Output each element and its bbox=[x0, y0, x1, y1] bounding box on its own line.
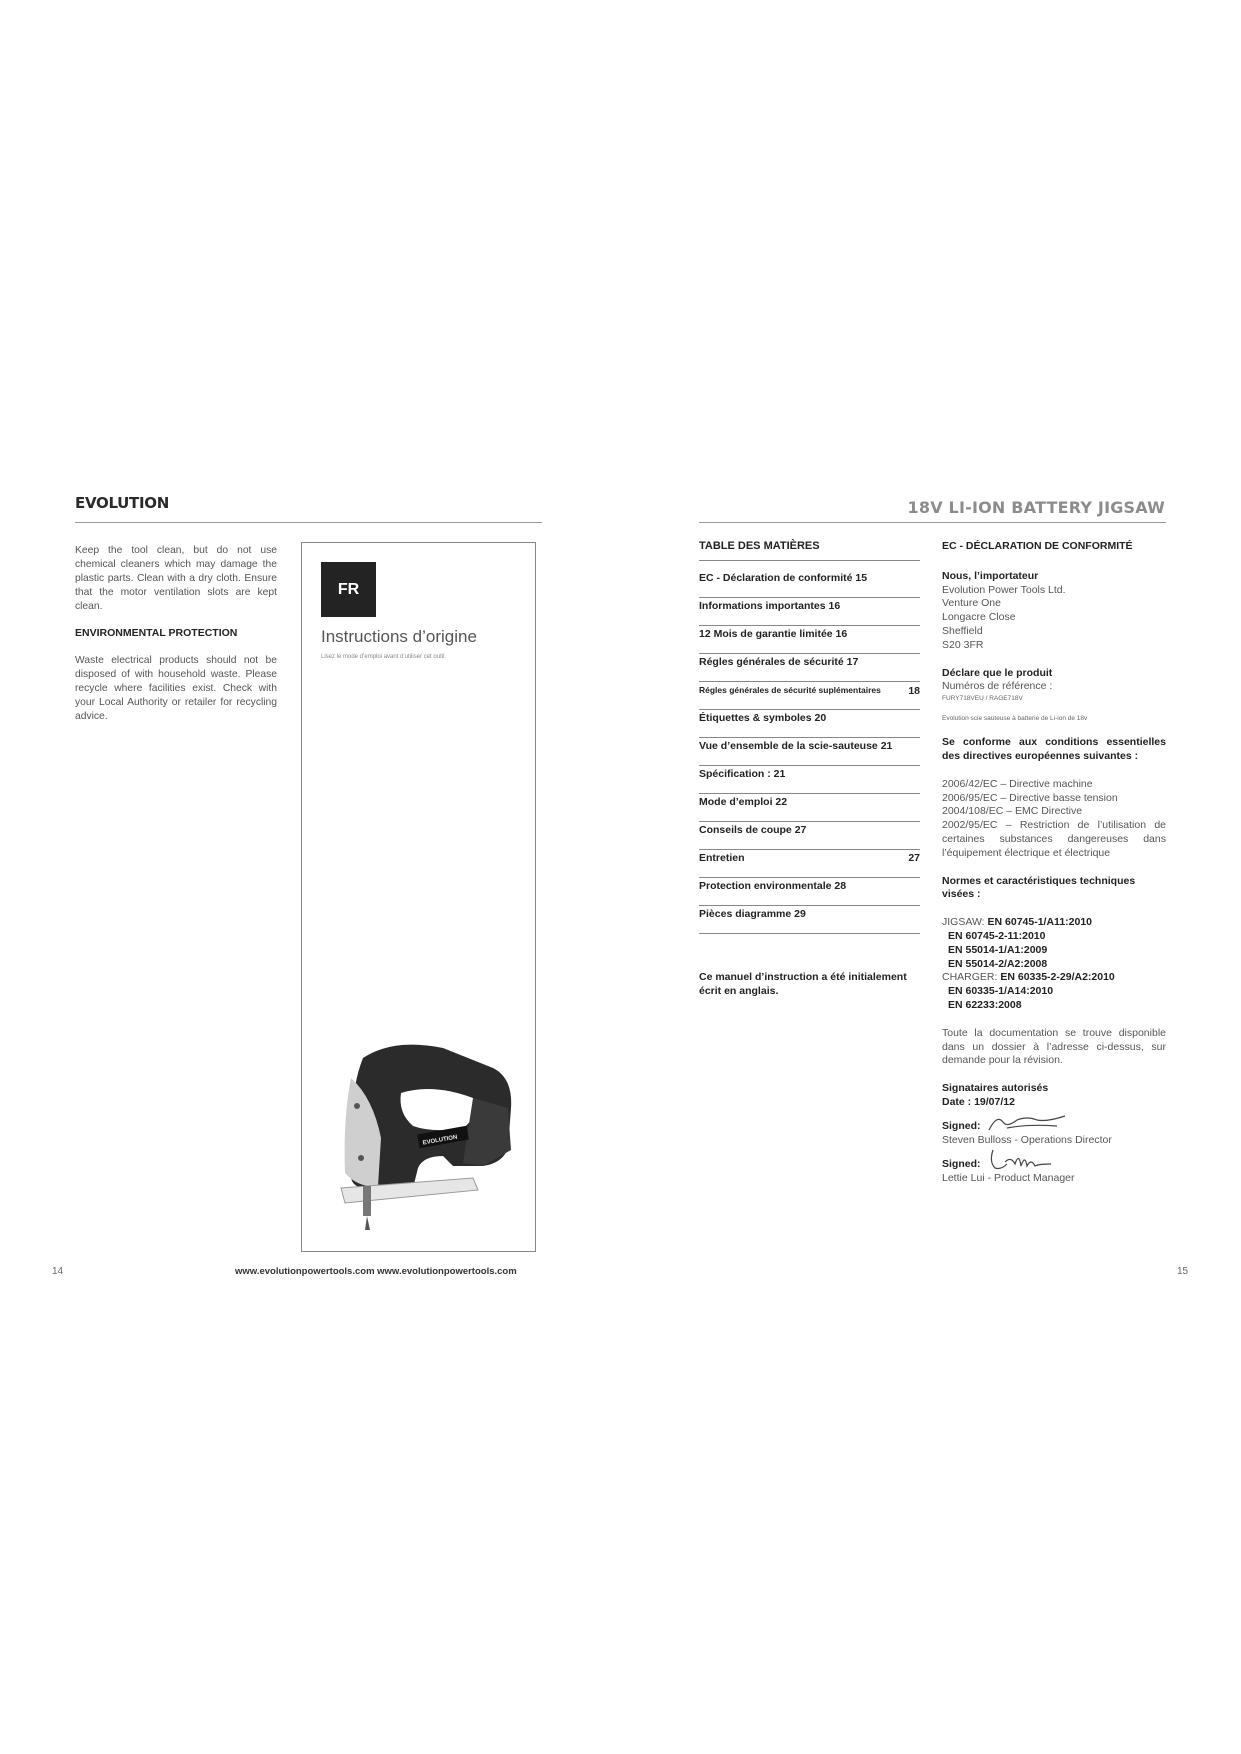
environmental-protection-heading: ENVIRONMENTAL PROTECTION bbox=[75, 627, 238, 639]
toc-item[interactable] bbox=[699, 654, 920, 682]
french-cover-panel bbox=[301, 542, 536, 1252]
signature-image bbox=[987, 1112, 1067, 1134]
directive-item: 2006/42/EC – Directive machine bbox=[942, 777, 1093, 790]
toc-item-label: Régles générales de sécurité 17 bbox=[699, 656, 859, 668]
toc-item-label: Entretien bbox=[699, 852, 745, 864]
importer-address-line: Longacre Close bbox=[942, 611, 1016, 624]
importer-address-line: Sheffield bbox=[942, 624, 983, 637]
product-heading: Déclare que le produit bbox=[942, 666, 1053, 679]
signature-row bbox=[942, 1148, 1166, 1172]
importer-address-line: Venture One bbox=[942, 597, 1001, 610]
translation-note: Ce manuel d’instruction a été initialement écrit en anglais. bbox=[699, 971, 907, 997]
toc-item[interactable] bbox=[699, 822, 920, 850]
toc-item-label: Spécification : 21 bbox=[699, 768, 786, 780]
directive-item: 2004/108/EC – EMC Directive bbox=[942, 805, 1083, 818]
standard-item: EN 60745-1/A11:2010 bbox=[987, 916, 1093, 929]
jigsaw-logo-text: EVOLUTION bbox=[422, 1134, 458, 1147]
jigsaw-standards-row bbox=[942, 916, 1166, 930]
charger-standards-row bbox=[942, 971, 1166, 985]
directive-item: 2006/95/EC – Directive basse tension bbox=[942, 791, 1118, 804]
standard-item: EN 60745-2-11:2010 bbox=[948, 929, 1046, 942]
table-of-contents bbox=[699, 540, 920, 998]
signatories-heading: Signataires autorisés bbox=[942, 1082, 1049, 1095]
importer-heading: Nous, l’importateur bbox=[942, 569, 1039, 582]
toc-item-label: Vue d’ensemble de la scie-sauteuse 21 bbox=[699, 740, 893, 752]
toc-item[interactable] bbox=[699, 710, 920, 738]
toc-item-label: Informations importantes 16 bbox=[699, 600, 841, 612]
cleaning-paragraph: Keep the tool clean, but do not use chemical cleaners which may damage the plastic parts. Clean with a dry cloth. Ensure that the motor ventilation slots are kept clean. bbox=[75, 545, 277, 612]
conformity-heading: Se conforme aux conditions essentielles des directives européennes suivantes : bbox=[942, 736, 1166, 762]
toc-item-page: 27 bbox=[908, 852, 920, 864]
standard-item: EN 55014-2/A2:2008 bbox=[948, 957, 1048, 970]
declaration-heading: EC - DÉCLARATION DE CONFORMITÉ bbox=[942, 540, 1133, 552]
signature-image bbox=[987, 1148, 1057, 1172]
footer-website-link[interactable]: www.evolutionpowertools.com www.evolutionpowertools.com bbox=[235, 1266, 517, 1277]
toc-item[interactable] bbox=[699, 626, 920, 654]
language-badge: FR bbox=[321, 562, 376, 617]
toc-item-label: EC - Déclaration de conformité 15 bbox=[699, 572, 868, 584]
cover-title: Instructions d’origine bbox=[321, 627, 477, 646]
toc-heading: TABLE DES MATIÈRES bbox=[699, 540, 820, 552]
declaration-of-conformity bbox=[942, 540, 1166, 1185]
toc-item-label: Pièces diagramme 29 bbox=[699, 908, 806, 920]
signed-label: Signed: bbox=[942, 1119, 981, 1132]
header-divider-left bbox=[75, 522, 542, 523]
toc-item[interactable] bbox=[699, 570, 920, 598]
signed-label: Signed: bbox=[942, 1157, 981, 1170]
importer-address-line: Evolution Power Tools Ltd. bbox=[942, 583, 1066, 596]
toc-item[interactable] bbox=[699, 598, 920, 626]
jigsaw-product-image bbox=[323, 1038, 519, 1238]
toc-item-label: Mode d’emploi 22 bbox=[699, 796, 788, 808]
standard-item: EN 55014-1/A1:2009 bbox=[948, 943, 1048, 956]
jigsaw-label: JIGSAW: bbox=[942, 916, 985, 929]
signer-name: Lettie Lui - Product Manager bbox=[942, 1171, 1075, 1184]
standard-item: EN 62233:2008 bbox=[948, 998, 1022, 1011]
toc-divider bbox=[699, 560, 920, 561]
page-number-right: 15 bbox=[1177, 1266, 1189, 1277]
reference-values: FURY718VEU / RAGE718V bbox=[942, 695, 1023, 703]
toc-item[interactable] bbox=[699, 878, 920, 906]
document-title: 18V LI-ION BATTERY JIGSAW bbox=[907, 498, 1165, 517]
toc-item[interactable] bbox=[699, 850, 920, 878]
maintenance-text-column bbox=[75, 544, 277, 736]
toc-item[interactable] bbox=[699, 682, 920, 710]
product-description: Evolution scie sauteuse à batterie de Li-ion de 18v bbox=[942, 715, 1088, 723]
reference-label: Numéros de référence : bbox=[942, 680, 1053, 693]
standard-item: EN 60335-1/A14:2010 bbox=[948, 985, 1054, 998]
toc-item[interactable] bbox=[699, 906, 920, 934]
declaration-date: Date : 19/07/12 bbox=[942, 1095, 1015, 1108]
brand-logo: EVOLUTION bbox=[75, 494, 169, 512]
toc-item[interactable] bbox=[699, 738, 920, 766]
signer-name: Steven Bulloss - Operations Director bbox=[942, 1133, 1112, 1146]
page-number-left: 14 bbox=[52, 1266, 64, 1277]
toc-item-label: Étiquettes & symboles 20 bbox=[699, 712, 827, 724]
recycling-paragraph: Waste electrical products should not be disposed of with household waste. Please recycle where facilities exist. Check with your Local Authority or retailer for recycling advice. bbox=[75, 655, 277, 722]
toc-item-label: Régles générales de sécurité suplémentaires bbox=[699, 685, 881, 695]
toc-item[interactable] bbox=[699, 794, 920, 822]
cover-subtitle: Lisez le mode d’emploi avant d’utiliser cet outil. bbox=[321, 654, 447, 660]
header-divider-right bbox=[699, 522, 1166, 523]
signature-row bbox=[942, 1110, 1166, 1134]
standards-heading: Normes et caractéristiques techniques visées : bbox=[942, 874, 1136, 901]
toc-item-page: 18 bbox=[908, 685, 920, 697]
documentation-note: Toute la documentation se trouve disponible dans un dossier à l’adresse ci-dessus, sur demande pour la révision. bbox=[942, 1026, 1166, 1067]
charger-label: CHARGER: bbox=[942, 971, 998, 984]
toc-item-label: Conseils de coupe 27 bbox=[699, 824, 807, 836]
toc-item[interactable] bbox=[699, 766, 920, 794]
toc-item-label: Protection environmentale 28 bbox=[699, 880, 847, 892]
importer-address-line: S20 3FR bbox=[942, 638, 984, 651]
directive-item: 2002/95/EC – Restriction de l’utilisation de certaines substances dangereuses dans l’équipement électrique et électrique bbox=[942, 819, 1166, 859]
toc-item-label: 12 Mois de garantie limitée 16 bbox=[699, 628, 848, 640]
standard-item: EN 60335-2-29/A2:2010 bbox=[1000, 971, 1115, 984]
